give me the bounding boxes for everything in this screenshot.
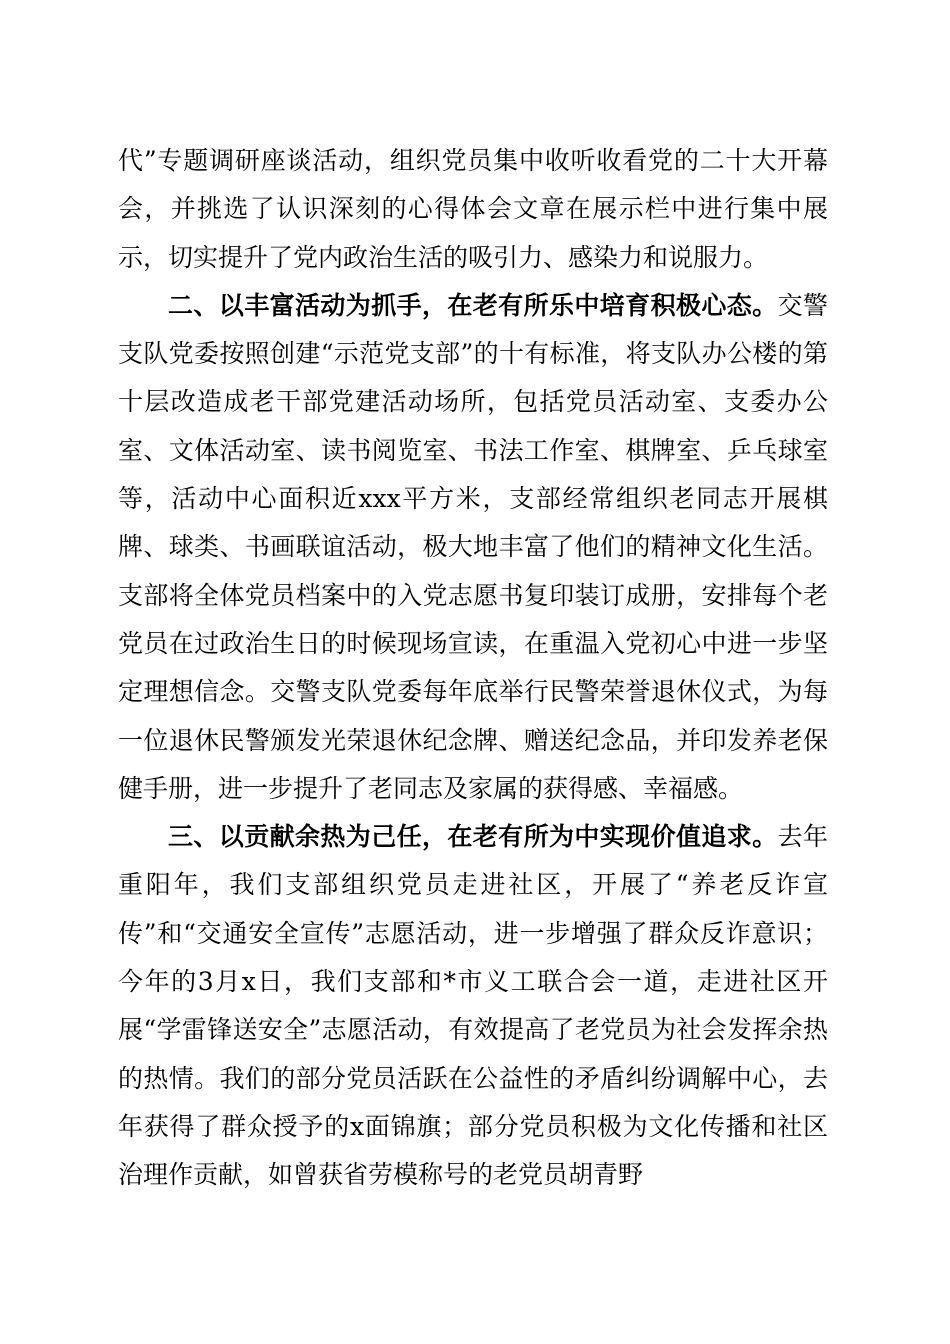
section-three-heading: 三、以贡献余热为己任，在老有所为中实现价值追求。 [168,822,778,852]
section-three-text: 去年重阳年，我们支部组织党员走进社区，开展了“养老反诈宣传”和“交通安全宣传”志愿活动，进一步增强了群众反诈意识；今年的3月x日，我们支部和*市义工联合会一道，走进社区开展“学雷锋送安全”志愿活动，有效提高了老党员为社会发挥余热的热情。我们的部分党员活跃在公益性的矛盾纠纷调解中心，去年获得了群众授予的x面锦旗；部分党员积极为文化传播和社区治理作贡献，如曾获省劳模称号的老党员胡青野 [118,822,828,1190]
paragraph-text: 代”专题调研座谈活动，组织党员集中收听收看党的二十大开幕会，并挑选了认识深刻的心得体会文章在展示栏中进行集中展示，切实提升了党内政治生活的吸引力、感染力和说服力。 [118,146,828,272]
paragraph-section-two [118,282,828,813]
document-body [118,137,828,1200]
section-two-heading: 二、以丰富活动为抓手，在老有所乐中培育积极心态。 [168,290,778,320]
paragraph-continued [118,137,828,282]
paragraph-section-three [118,813,828,1199]
section-two-text: 交警支队党委按照创建“示范党支部”的十有标准，将支队办公楼的第十层改造成老干部党建活动场所，包括党员活动室、支委办公室、文体活动室、读书阅览室、书法工作室、棋牌室、乒乓球室等，活动中心面积近xxx平方米，支部经常组织老同志开展棋牌、球类、书画联谊活动，极大地丰富了他们的精神文化生活。支部将全体党员档案中的入党志愿书复印装订成册，安排每个老党员在过政治生日的时候现场宣读，在重温入党初心中进一步坚定理想信念。交警支队党委每年底举行民警荣誉退休仪式，为每一位退休民警颁发光荣退休纪念牌、赠送纪念品，并印发养老保健手册，进一步提升了老同志及家属的获得感、幸福感。 [118,290,828,803]
